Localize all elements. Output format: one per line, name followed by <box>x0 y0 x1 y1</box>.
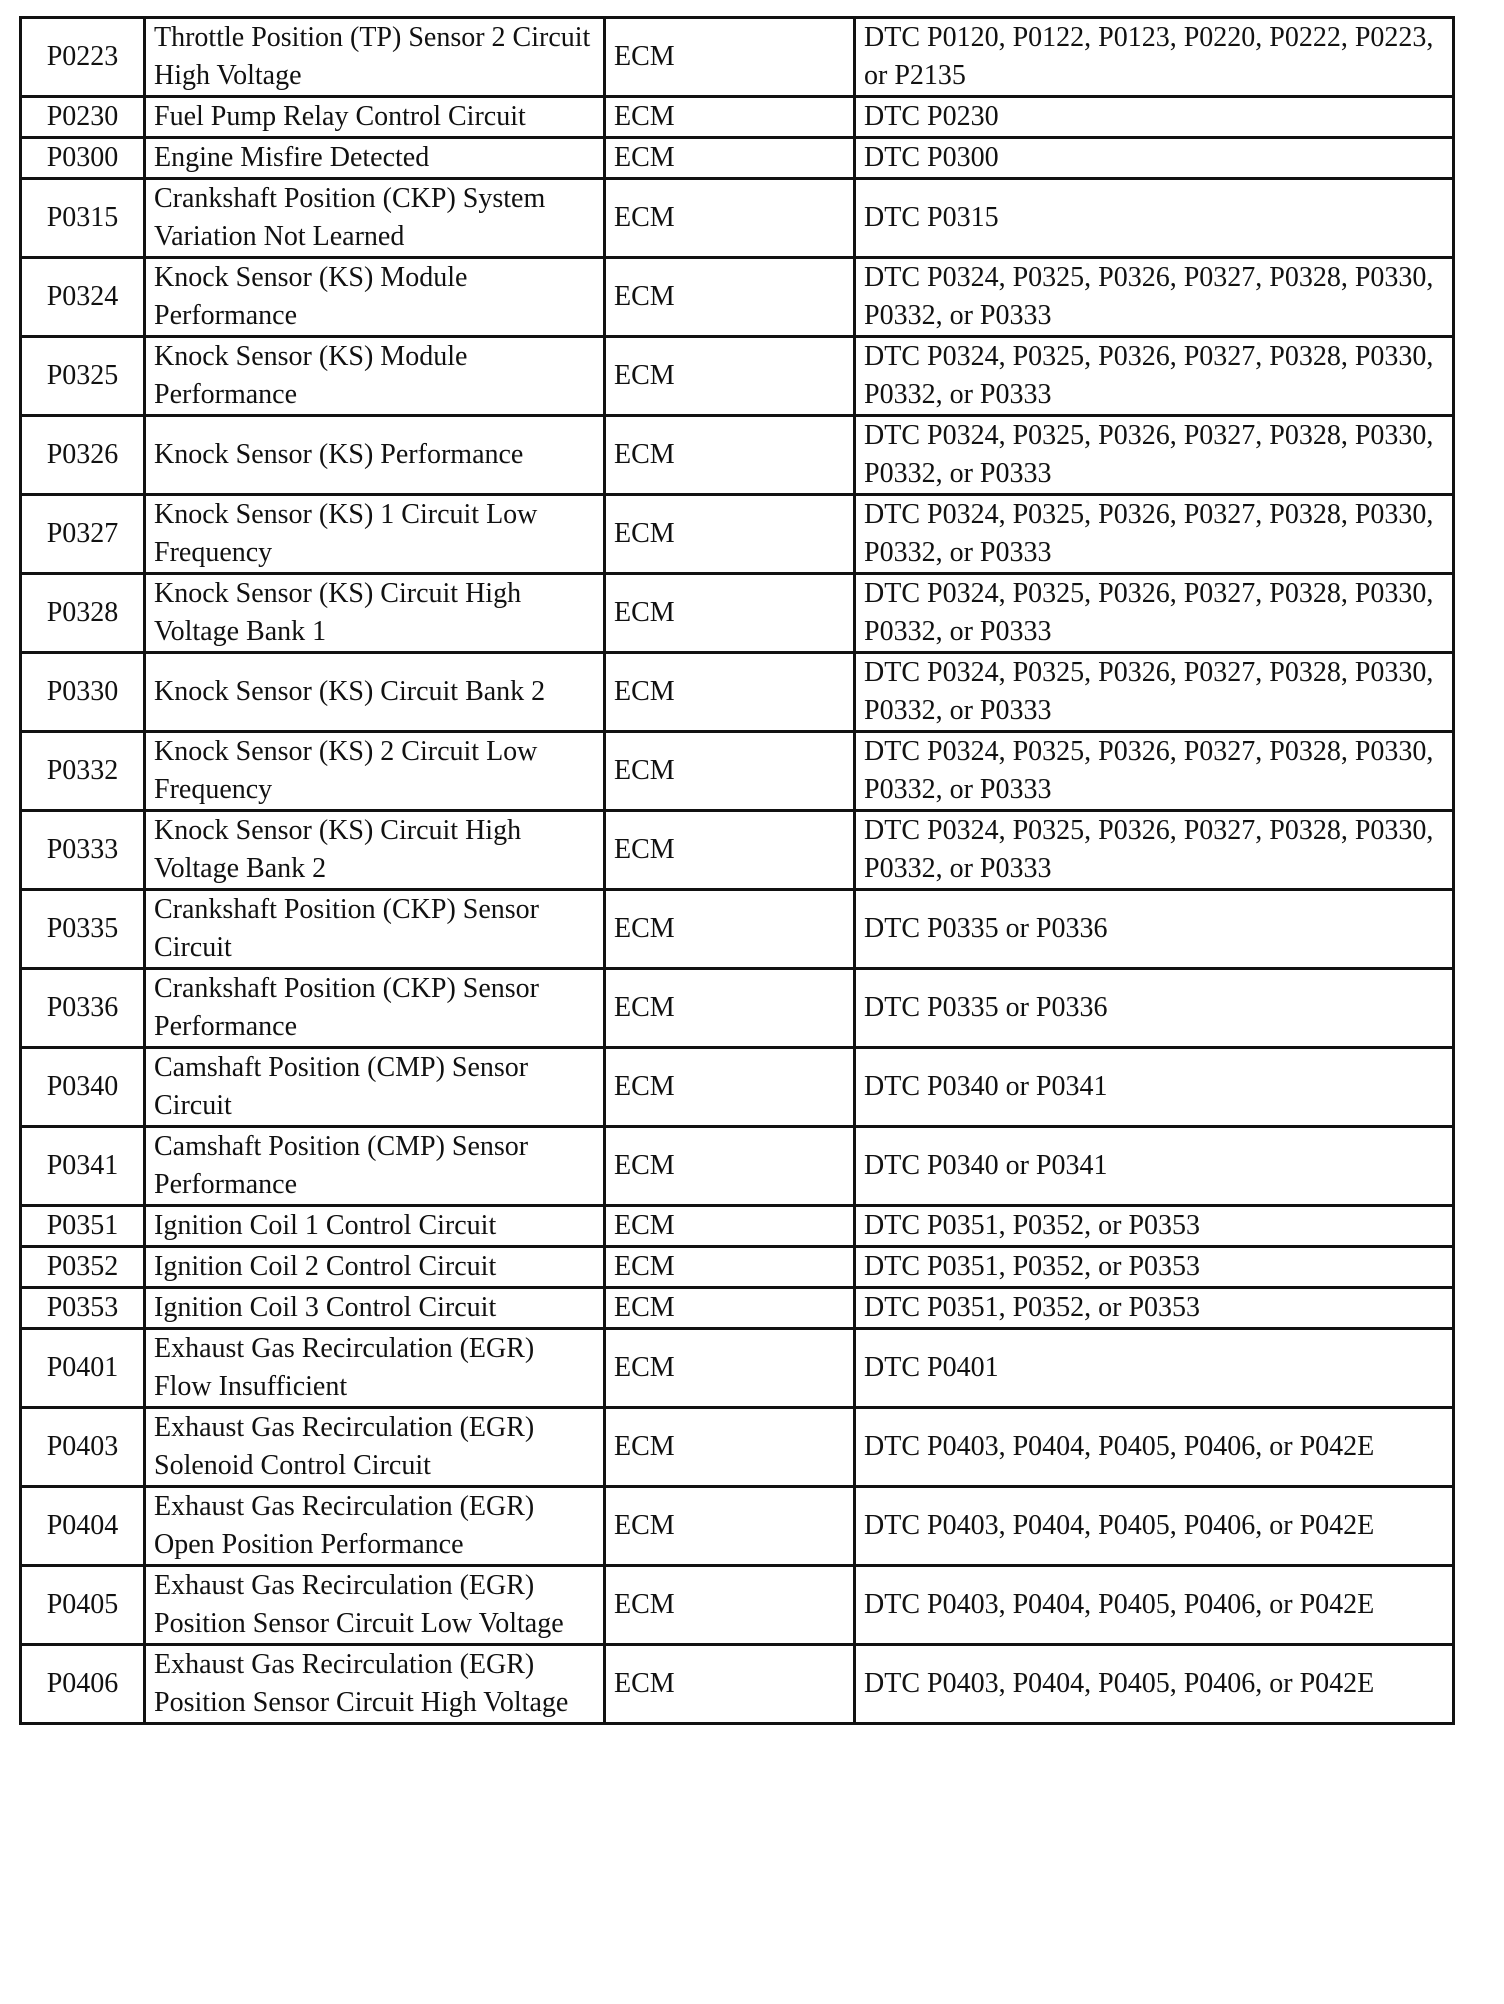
dtc-description-cell: Crankshaft Position (CKP) Sensor Performance <box>145 969 605 1048</box>
dtc-code-cell: P0335 <box>21 890 145 969</box>
dtc-related-codes-cell: DTC P0351, P0352, or P0353 <box>855 1206 1454 1247</box>
dtc-code-cell: P0325 <box>21 337 145 416</box>
dtc-related-codes-cell: DTC P0324, P0325, P0326, P0327, P0328, P0330, P0332, or P0333 <box>855 653 1454 732</box>
dtc-code-cell: P0401 <box>21 1329 145 1408</box>
dtc-module-cell: ECM <box>605 258 855 337</box>
dtc-code-cell: P0336 <box>21 969 145 1048</box>
dtc-description-cell: Fuel Pump Relay Control Circuit <box>145 97 605 138</box>
table-row <box>21 1288 1454 1329</box>
dtc-related-codes-cell: DTC P0340 or P0341 <box>855 1048 1454 1127</box>
table-row <box>21 1645 1454 1724</box>
dtc-related-codes-cell: DTC P0340 or P0341 <box>855 1127 1454 1206</box>
table-row <box>21 1566 1454 1645</box>
dtc-description-cell: Knock Sensor (KS) Module Performance <box>145 258 605 337</box>
dtc-description-cell: Knock Sensor (KS) Module Performance <box>145 337 605 416</box>
dtc-table-body <box>21 18 1454 1724</box>
dtc-code-cell: P0327 <box>21 495 145 574</box>
dtc-related-codes-cell: DTC P0403, P0404, P0405, P0406, or P042E <box>855 1408 1454 1487</box>
dtc-code-cell: P0351 <box>21 1206 145 1247</box>
dtc-module-cell: ECM <box>605 1247 855 1288</box>
dtc-description-cell: Knock Sensor (KS) Performance <box>145 416 605 495</box>
table-row <box>21 18 1454 97</box>
dtc-module-cell: ECM <box>605 179 855 258</box>
dtc-code-cell: P0341 <box>21 1127 145 1206</box>
dtc-description-cell: Knock Sensor (KS) 2 Circuit Low Frequency <box>145 732 605 811</box>
dtc-related-codes-cell: DTC P0324, P0325, P0326, P0327, P0328, P0330, P0332, or P0333 <box>855 811 1454 890</box>
dtc-module-cell: ECM <box>605 97 855 138</box>
dtc-module-cell: ECM <box>605 138 855 179</box>
dtc-code-cell: P0333 <box>21 811 145 890</box>
dtc-module-cell: ECM <box>605 890 855 969</box>
dtc-code-cell: P0223 <box>21 18 145 97</box>
table-row <box>21 495 1454 574</box>
dtc-description-cell: Ignition Coil 2 Control Circuit <box>145 1247 605 1288</box>
table-row <box>21 811 1454 890</box>
dtc-module-cell: ECM <box>605 811 855 890</box>
table-row <box>21 97 1454 138</box>
dtc-related-codes-cell: DTC P0351, P0352, or P0353 <box>855 1247 1454 1288</box>
dtc-code-cell: P0326 <box>21 416 145 495</box>
dtc-description-cell: Exhaust Gas Recirculation (EGR) Solenoid Control Circuit <box>145 1408 605 1487</box>
dtc-description-cell: Exhaust Gas Recirculation (EGR) Position Sensor Circuit High Voltage <box>145 1645 605 1724</box>
dtc-code-cell: P0332 <box>21 732 145 811</box>
dtc-related-codes-cell: DTC P0120, P0122, P0123, P0220, P0222, P0223, or P2135 <box>855 18 1454 97</box>
dtc-code-cell: P0330 <box>21 653 145 732</box>
dtc-related-codes-cell: DTC P0324, P0325, P0326, P0327, P0328, P0330, P0332, or P0333 <box>855 495 1454 574</box>
dtc-related-codes-cell: DTC P0230 <box>855 97 1454 138</box>
dtc-module-cell: ECM <box>605 574 855 653</box>
dtc-description-cell: Knock Sensor (KS) 1 Circuit Low Frequency <box>145 495 605 574</box>
dtc-module-cell: ECM <box>605 1048 855 1127</box>
dtc-table <box>19 16 1455 1725</box>
dtc-code-cell: P0353 <box>21 1288 145 1329</box>
table-row <box>21 1329 1454 1408</box>
table-row <box>21 179 1454 258</box>
dtc-related-codes-cell: DTC P0324, P0325, P0326, P0327, P0328, P0330, P0332, or P0333 <box>855 337 1454 416</box>
dtc-description-cell: Knock Sensor (KS) Circuit High Voltage Bank 1 <box>145 574 605 653</box>
dtc-code-cell: P0404 <box>21 1487 145 1566</box>
table-row <box>21 1408 1454 1487</box>
dtc-code-cell: P0324 <box>21 258 145 337</box>
dtc-module-cell: ECM <box>605 1329 855 1408</box>
dtc-description-cell: Exhaust Gas Recirculation (EGR) Open Position Performance <box>145 1487 605 1566</box>
table-row <box>21 574 1454 653</box>
table-row <box>21 138 1454 179</box>
table-row <box>21 1206 1454 1247</box>
table-row <box>21 1247 1454 1288</box>
dtc-code-cell: P0340 <box>21 1048 145 1127</box>
dtc-description-cell: Knock Sensor (KS) Circuit High Voltage Bank 2 <box>145 811 605 890</box>
dtc-module-cell: ECM <box>605 1408 855 1487</box>
dtc-module-cell: ECM <box>605 969 855 1048</box>
dtc-code-cell: P0300 <box>21 138 145 179</box>
table-row <box>21 1487 1454 1566</box>
dtc-module-cell: ECM <box>605 732 855 811</box>
dtc-description-cell: Ignition Coil 3 Control Circuit <box>145 1288 605 1329</box>
dtc-code-cell: P0405 <box>21 1566 145 1645</box>
dtc-code-cell: P0406 <box>21 1645 145 1724</box>
dtc-related-codes-cell: DTC P0403, P0404, P0405, P0406, or P042E <box>855 1487 1454 1566</box>
dtc-module-cell: ECM <box>605 1645 855 1724</box>
dtc-description-cell: Knock Sensor (KS) Circuit Bank 2 <box>145 653 605 732</box>
dtc-related-codes-cell: DTC P0403, P0404, P0405, P0406, or P042E <box>855 1645 1454 1724</box>
dtc-related-codes-cell: DTC P0315 <box>855 179 1454 258</box>
dtc-related-codes-cell: DTC P0324, P0325, P0326, P0327, P0328, P0330, P0332, or P0333 <box>855 732 1454 811</box>
dtc-code-cell: P0315 <box>21 179 145 258</box>
dtc-related-codes-cell: DTC P0324, P0325, P0326, P0327, P0328, P0330, P0332, or P0333 <box>855 258 1454 337</box>
dtc-related-codes-cell: DTC P0324, P0325, P0326, P0327, P0328, P0330, P0332, or P0333 <box>855 416 1454 495</box>
dtc-related-codes-cell: DTC P0324, P0325, P0326, P0327, P0328, P0330, P0332, or P0333 <box>855 574 1454 653</box>
table-row <box>21 653 1454 732</box>
dtc-code-cell: P0328 <box>21 574 145 653</box>
dtc-related-codes-cell: DTC P0335 or P0336 <box>855 890 1454 969</box>
table-row <box>21 890 1454 969</box>
dtc-module-cell: ECM <box>605 337 855 416</box>
dtc-module-cell: ECM <box>605 495 855 574</box>
table-row <box>21 416 1454 495</box>
dtc-code-cell: P0230 <box>21 97 145 138</box>
dtc-description-cell: Throttle Position (TP) Sensor 2 Circuit High Voltage <box>145 18 605 97</box>
dtc-related-codes-cell: DTC P0403, P0404, P0405, P0406, or P042E <box>855 1566 1454 1645</box>
table-row <box>21 969 1454 1048</box>
dtc-module-cell: ECM <box>605 1206 855 1247</box>
dtc-description-cell: Exhaust Gas Recirculation (EGR) Flow Insufficient <box>145 1329 605 1408</box>
table-row <box>21 1127 1454 1206</box>
table-row <box>21 1048 1454 1127</box>
dtc-module-cell: ECM <box>605 1487 855 1566</box>
dtc-description-cell: Crankshaft Position (CKP) System Variation Not Learned <box>145 179 605 258</box>
dtc-description-cell: Ignition Coil 1 Control Circuit <box>145 1206 605 1247</box>
dtc-code-cell: P0352 <box>21 1247 145 1288</box>
dtc-related-codes-cell: DTC P0335 or P0336 <box>855 969 1454 1048</box>
dtc-description-cell: Exhaust Gas Recirculation (EGR) Position Sensor Circuit Low Voltage <box>145 1566 605 1645</box>
dtc-description-cell: Camshaft Position (CMP) Sensor Performance <box>145 1127 605 1206</box>
dtc-module-cell: ECM <box>605 18 855 97</box>
dtc-related-codes-cell: DTC P0401 <box>855 1329 1454 1408</box>
dtc-related-codes-cell: DTC P0351, P0352, or P0353 <box>855 1288 1454 1329</box>
table-row <box>21 337 1454 416</box>
dtc-module-cell: ECM <box>605 653 855 732</box>
dtc-related-codes-cell: DTC P0300 <box>855 138 1454 179</box>
dtc-module-cell: ECM <box>605 416 855 495</box>
dtc-description-cell: Crankshaft Position (CKP) Sensor Circuit <box>145 890 605 969</box>
dtc-module-cell: ECM <box>605 1127 855 1206</box>
table-row <box>21 258 1454 337</box>
table-row <box>21 732 1454 811</box>
dtc-description-cell: Camshaft Position (CMP) Sensor Circuit <box>145 1048 605 1127</box>
dtc-module-cell: ECM <box>605 1566 855 1645</box>
dtc-code-cell: P0403 <box>21 1408 145 1487</box>
dtc-module-cell: ECM <box>605 1288 855 1329</box>
dtc-description-cell: Engine Misfire Detected <box>145 138 605 179</box>
